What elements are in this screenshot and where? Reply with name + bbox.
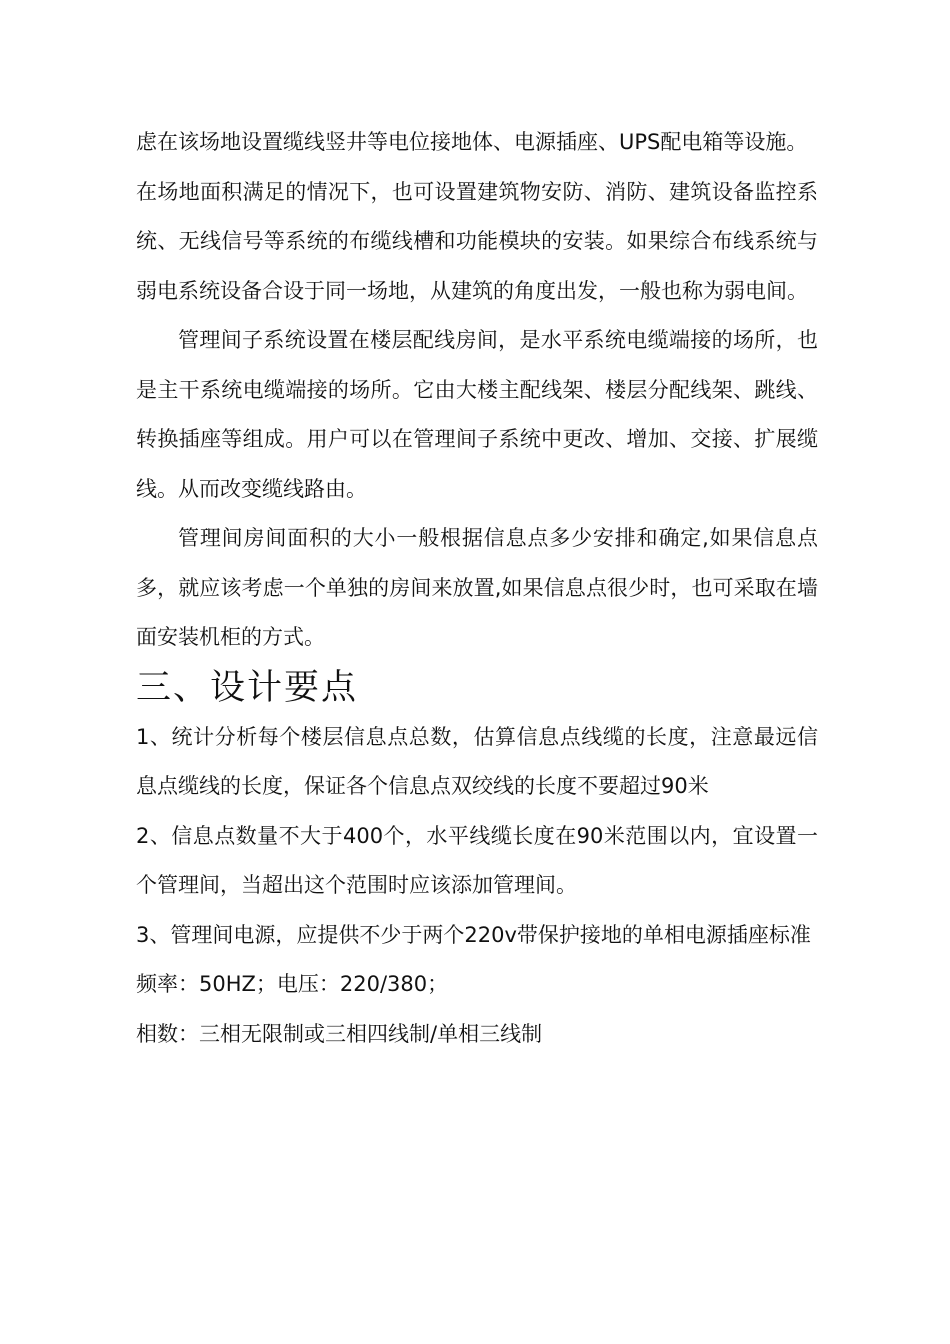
section-heading: 三、设计要点 bbox=[136, 667, 359, 708]
design-point-3: 3、管理间电源，应提供不少于两个220v带保护接地的单相电源插座标准 bbox=[136, 922, 811, 947]
power-frequency-voltage: 频率：50HZ；电压：220/380； bbox=[136, 972, 449, 996]
paragraph-room-size: 管理间房间面积的大小一般根据信息点多少安排和确定,如果信息点多，就应该考虑一个单独的房间来放置,如果信息点很少时，也可采取在墙面安装机柜的方式。 bbox=[136, 526, 818, 649]
paragraph-weak-current-room: 在场地面积满足的情况下，也可设置建筑物安防、消防、建筑设备监控系统、无线信号等系统的布缆线槽和功能模块的安装。如果综合布线系统与弱电系统设备合设于同一场地，从建筑的角度出发，一般也称为弱电间。 bbox=[136, 179, 818, 303]
power-phases: 相数：三相无限制或三相四线制/单相三线制 bbox=[136, 1021, 543, 1046]
document-page bbox=[136, 118, 818, 1059]
paragraph-facilities: 虑在该场地设置缆线竖井等电位接地体、电源插座、UPS配电箱等设施。 bbox=[136, 130, 808, 154]
paragraph-management-subsystem: 管理间子系统设置在楼层配线房间，是水平系统电缆端接的场所，也是主干系统电缆端接的场所。它由大楼主配线架、楼层分配线架、跳线、转换插座等组成。用户可以在管理间子系统中更改、增加、交接、扩展缆线。从而改变缆线路由。 bbox=[136, 328, 818, 501]
design-point-2: 2、信息点数量不大于400个，水平线缆长度在90米范围以内，宜设置一个管理间，当超出这个范围时应该添加管理间。 bbox=[136, 823, 818, 897]
design-point-1: 1、统计分析每个楼层信息点总数，估算信息点线缆的长度，注意最远信息点缆线的长度，保证各个信息点双绞线的长度不要超过90米 bbox=[136, 724, 818, 798]
